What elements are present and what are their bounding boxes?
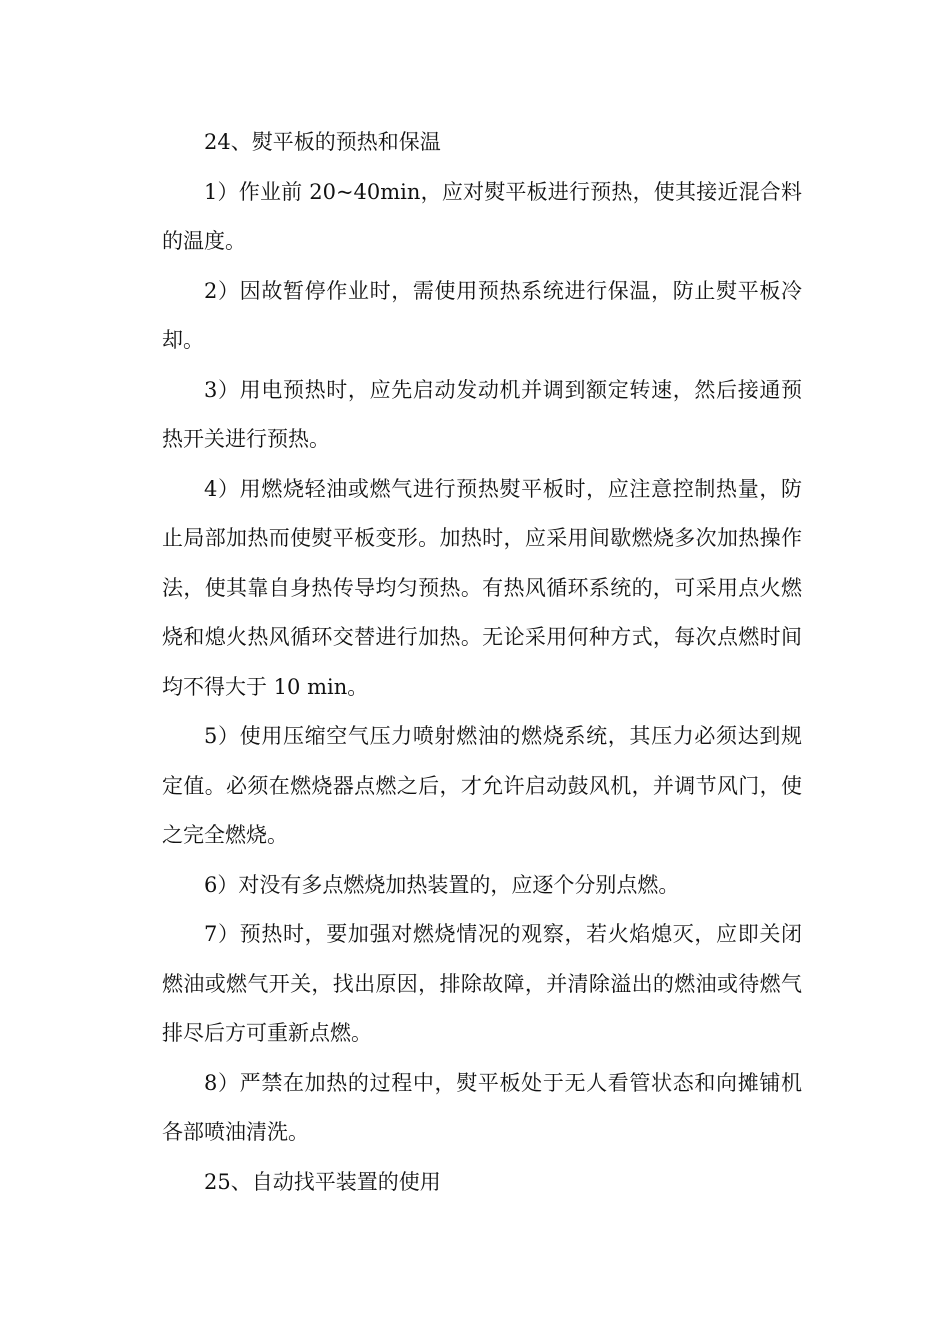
paragraph-item-1: 1）作业前 20~40min，应对熨平板进行预热，使其接近混合料的温度。 [162,179,802,253]
document-body [162,118,802,1207]
paragraph-item-4: 4）用燃烧轻油或燃气进行预热熨平板时，应注意控制热量，防止局部加热而使熨平板变形。加热时，应采用间歇燃烧多次加热操作法，使其靠自身热传导均匀预热。有热风循环系统的，可采用点火燃烧和熄火热风循环交替进行加热。无论采用何种方式，每次点燃时间均不得大于 10 min。 [162,476,802,699]
paragraph-item-5: 5）使用压缩空气压力喷射燃油的燃烧系统，其压力必须达到规定值。必须在燃烧器点燃之后，才允许启动鼓风机，并调节风门，使之完全燃烧。 [162,724,802,847]
paragraph-item-6: 6）对没有多点燃烧加热装置的，应逐个分别点燃。 [204,872,680,897]
paragraph-item-3: 3）用电预热时，应先启动发动机并调到额定转速，然后接通预热开关进行预热。 [162,377,802,451]
paragraph-item-8: 8）严禁在加热的过程中，熨平板处于无人看管状态和向摊铺机各部喷油清洗。 [162,1070,802,1144]
paragraph-item-2: 2）因故暂停作业时，需使用预热系统进行保温，防止熨平板冷却。 [162,278,802,352]
section-heading-25: 25、自动找平装置的使用 [204,1169,441,1194]
paragraph-item-7: 7）预热时，要加强对燃烧情况的观察，若火焰熄灭，应即关闭燃油或燃气开关，找出原因，排除故障，并清除溢出的燃油或待燃气排尽后方可重新点燃。 [162,922,802,1045]
section-heading-24: 24、熨平板的预热和保温 [204,130,441,154]
